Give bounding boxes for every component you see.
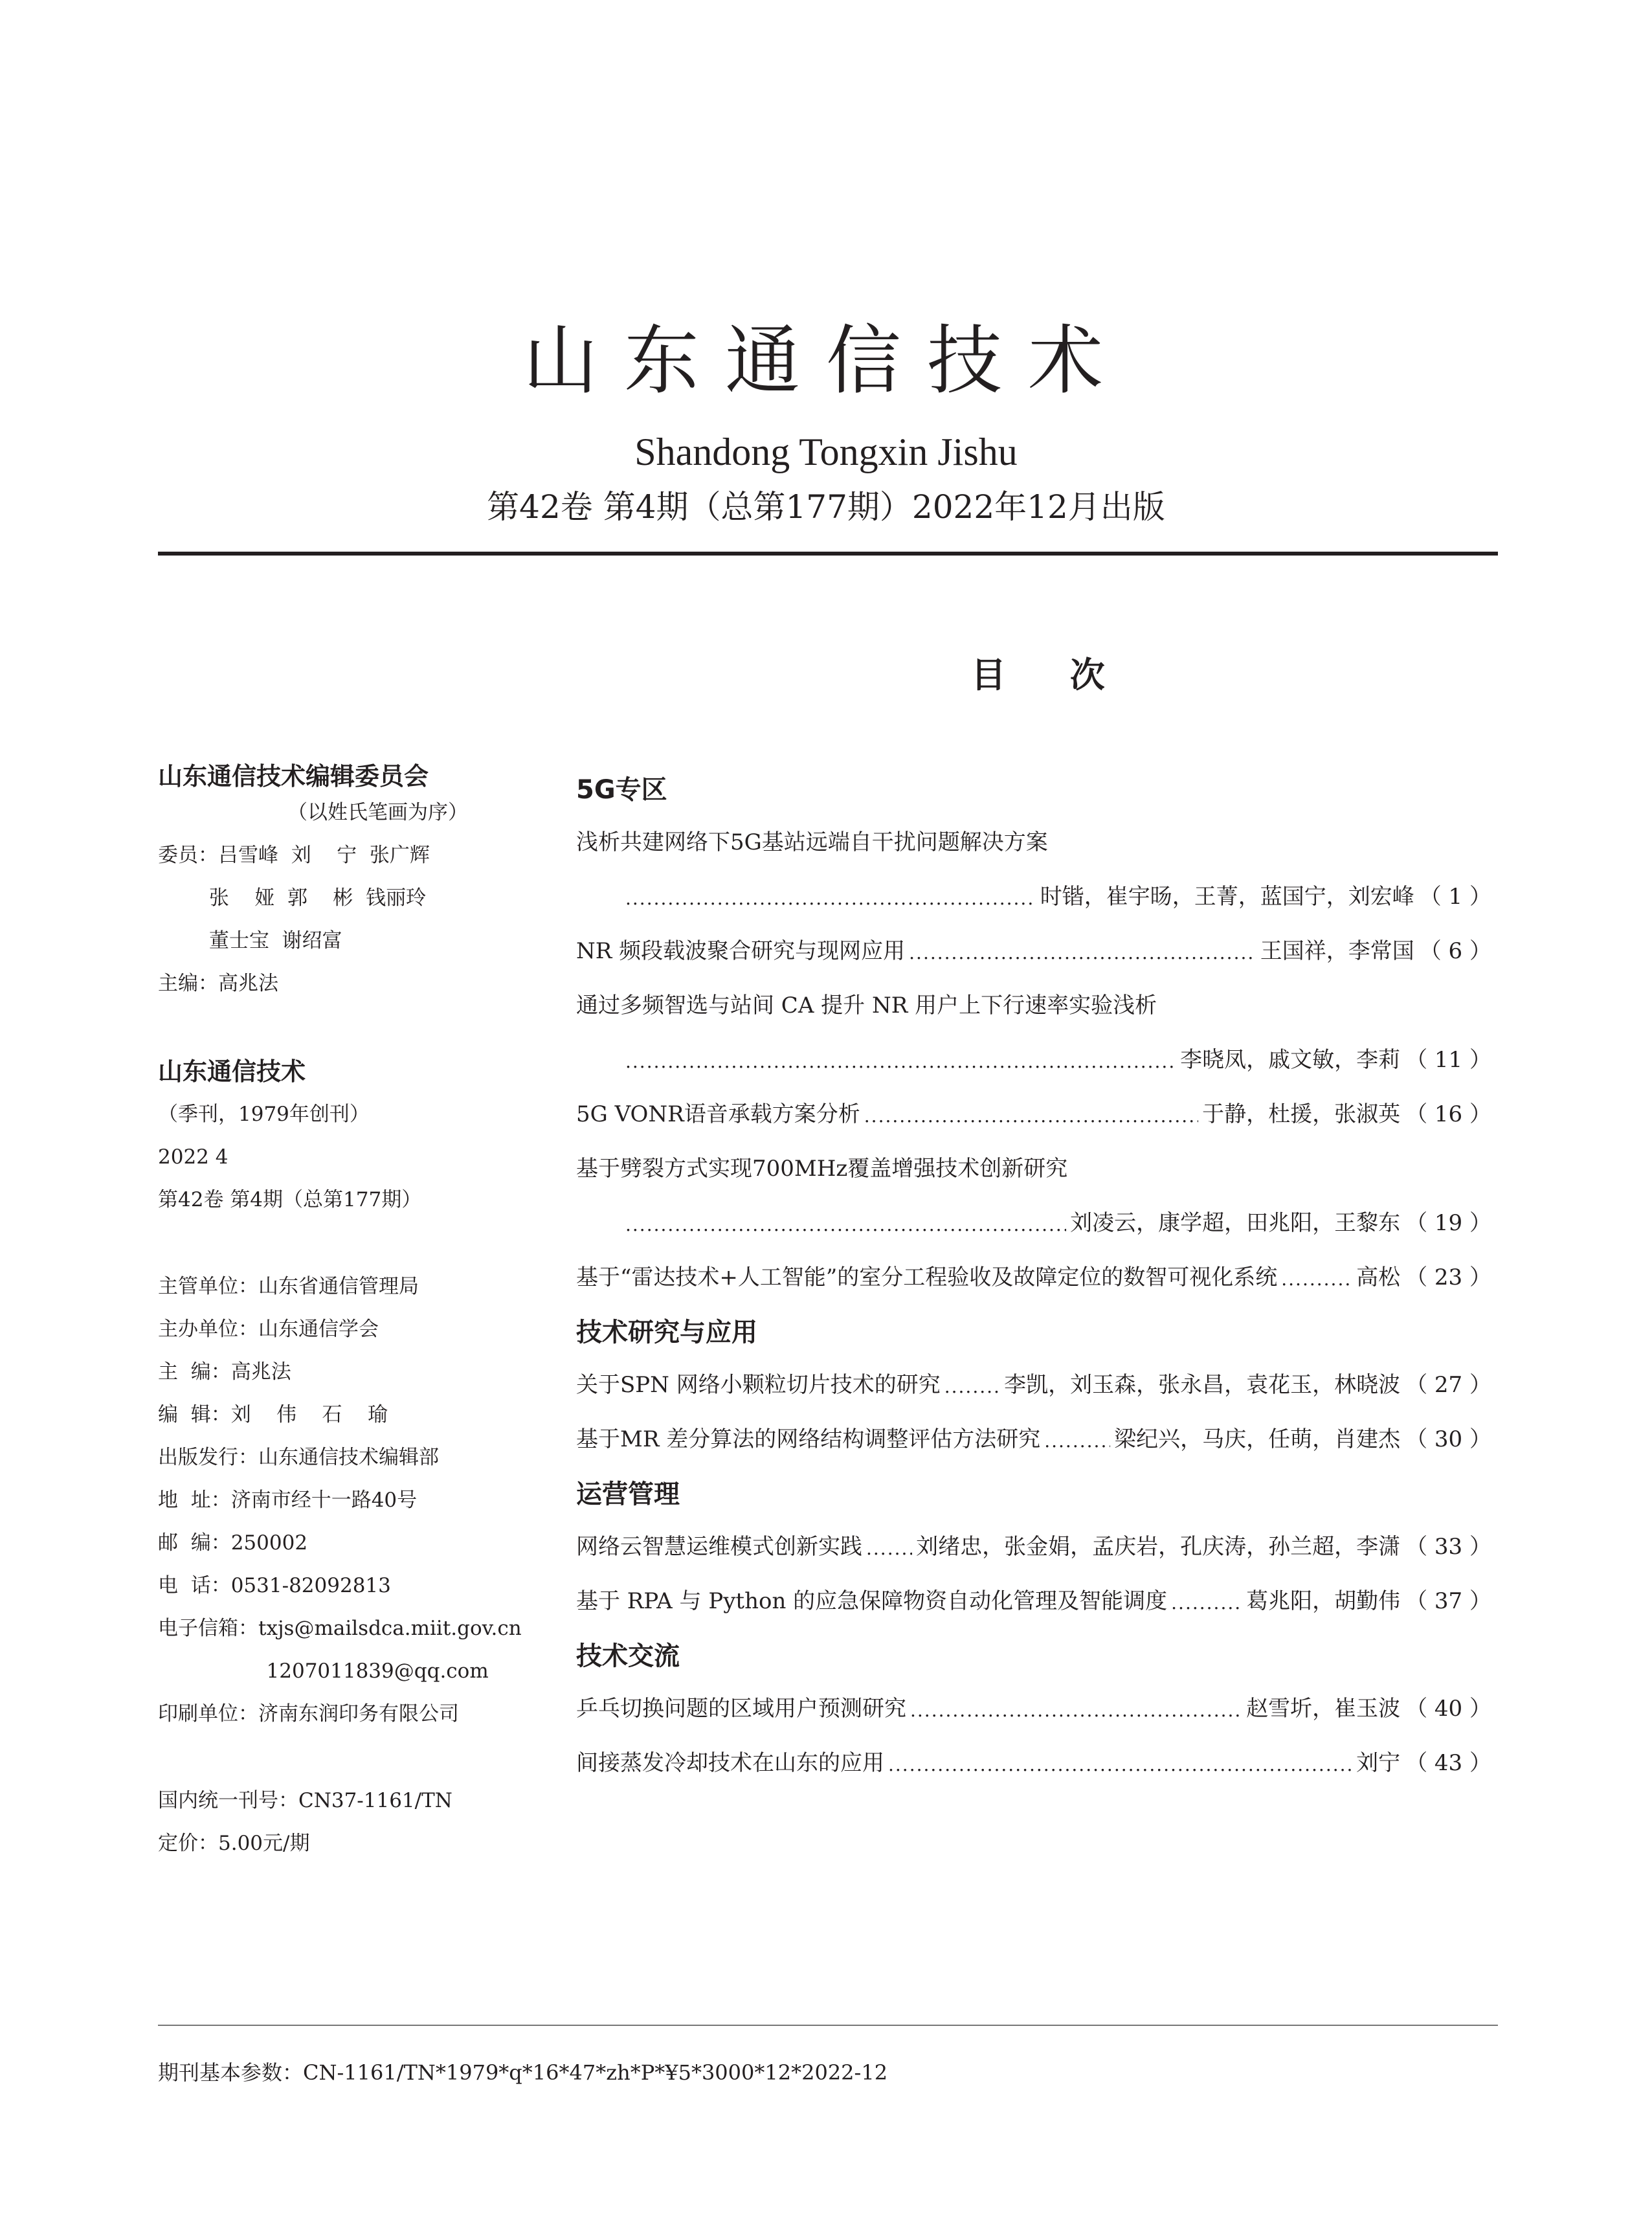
toc-entry-authors: 刘凌云，康学超，田兆阳，王黎东 [1070,1210,1401,1236]
journal-title: 山东通信技术 [523,317,1129,405]
toc-entry-title: 5G VONR语音承载方案分析 [576,1101,860,1127]
journal-year: 2022 4 [158,1145,229,1169]
price-line: 定价：5.00元/期 [158,1832,310,1855]
toc-entry-title: NR 频段载波聚合研究与现网应用 [576,938,906,964]
toc-entry-authors: 赵雪圻，崔玉波 [1246,1696,1401,1722]
toc-entry-page: （ 33 ） [1405,1534,1491,1560]
toc-entry-authors: 时锴，崔宇旸，王菁，蓝国宁，刘宏峰 [1040,884,1414,910]
toc-entry-authors: 刘绪忠，张金娟，孟庆岩，孔庆涛，孙兰超，李潇 [916,1534,1401,1560]
toc-entry-title: 基于 RPA 与 Python 的应急保障物资自动化管理及智能调度 [576,1588,1168,1614]
toc-entry-page: （ 19 ） [1405,1210,1491,1236]
committee-members-line: 董士宝 谢绍富 [158,929,342,952]
toc-section-heading: 技术交流 [576,1641,680,1671]
info-line: 印刷单位：济南东润印务有限公司 [158,1702,459,1726]
info-line: 邮 编：250002 [158,1531,308,1555]
toc-entry [576,940,1491,962]
toc-entry-title: 通过多频智选与站间 CA 提升 NR 用户上下行速率实验浅析 [576,993,1157,1018]
toc-entry-authors: 刘宁 [1356,1750,1401,1776]
leader-dots [910,1702,1242,1720]
info-line: 出版发行：山东通信技术编辑部 [158,1446,439,1469]
leader-dots [1171,1594,1242,1612]
info-line: 1207011839@qq.com [158,1659,489,1683]
toc-entry [576,1752,1491,1774]
toc-entry [576,1590,1491,1612]
toc-entry-authors: 李凯，刘玉森，张永昌，袁花玉，林晓波 [1004,1372,1401,1398]
leader-dots [625,1053,1176,1071]
leader-dots [1044,1432,1110,1450]
journal-parameters-footer: 期刊基本参数：CN-1161/TN*1979*q*16*47*zh*P*¥5*3000*12*2022-12 [158,2060,888,2085]
toc-section-heading: 技术研究与应用 [576,1318,757,1347]
toc-section-heading: 运营管理 [576,1479,680,1509]
leader-dots [625,1216,1066,1234]
toc-entry-authors: 王国祥，李常国 [1260,938,1414,964]
toc-entry [576,1374,1491,1396]
info-line: 主管单位：山东省通信管理局 [158,1275,419,1298]
toc-entry-title: 基于“雷达技术+人工智能”的室分工程验收及故障定位的数智可视化系统 [576,1265,1278,1290]
toc-entry [576,1049,1491,1071]
toc-entry-title: 基于MR 差分算法的网络结构调整评估方法研究 [576,1426,1041,1452]
toc-entry-authors: 高松 [1356,1265,1401,1290]
info-line: 地 址：济南市经十一路40号 [158,1489,418,1512]
journal-issue: 第42卷 第4期（总第177期） [158,1188,422,1211]
toc-entry [576,1698,1491,1720]
committee-chief-editor: 主编：高兆法 [158,972,278,995]
toc-entry-page: （ 30 ） [1405,1426,1491,1452]
toc-entry-page: （ 11 ） [1405,1047,1491,1073]
issn-line: 国内统一刊号：CN37-1161/TN [158,1789,452,1812]
toc-entry-page: （ 43 ） [1405,1750,1491,1776]
toc-entry-title: 乒乓切换问题的区域用户预测研究 [576,1696,906,1722]
toc-entry-page: （ 16 ） [1405,1101,1491,1127]
committee-members-line: 委员：吕雪峰 刘 宁 张广辉 [158,844,430,867]
toc-entry-page: （ 40 ） [1405,1696,1491,1722]
toc-entry-page: （ 27 ） [1405,1372,1491,1398]
info-line: 编 辑：刘 伟 石 瑜 [158,1403,388,1426]
toc-entry [576,886,1491,908]
leader-dots [864,1107,1198,1125]
toc-entry-page: （ 23 ） [1405,1265,1491,1290]
toc-entry-authors: 梁纪兴，马庆，任萌，肖建杰 [1114,1426,1401,1452]
toc-entry [576,1103,1491,1125]
top-divider [158,552,1498,556]
toc-entry-title: 关于SPN 网络小颗粒切片技术的研究 [576,1372,941,1398]
bottom-divider [158,2025,1498,2026]
info-line: 电子信箱：txjs@mailsdca.miit.gov.cn [158,1617,522,1640]
toc-heading: 目 次 [971,655,1131,695]
issue-info: 第42卷 第4期（总第177期）2022年12月出版 [487,488,1165,526]
journal-frequency: （季刊，1979年创刊） [158,1103,370,1126]
committee-note: （以姓氏笔画为序） [287,801,468,824]
toc-entry [576,1428,1491,1450]
journal-name: 山东通信技术 [158,1057,306,1086]
toc-entry-page: （ 1 ） [1419,884,1491,910]
toc-entry [576,1536,1491,1558]
toc-entry [576,1212,1491,1234]
toc-entry-title: 浅析共建网络下5G基站远端自干扰问题解决方案 [576,829,1048,855]
toc-entry-authors: 李晓凤，戚文敏，李莉 [1180,1047,1401,1073]
toc-entry [576,1266,1491,1288]
toc-entry-page: （ 6 ） [1419,938,1491,964]
toc-section-heading: 5G专区 [576,775,667,805]
toc-entry-page: （ 37 ） [1405,1588,1491,1614]
info-line: 主 编：高兆法 [158,1360,291,1384]
leader-dots [888,1756,1352,1774]
toc-entry-title: 网络云智慧运维模式创新实践 [576,1534,862,1560]
committee-members-line: 张 娅 郭 彬 钱丽玲 [158,886,427,910]
committee-title: 山东通信技术编辑委员会 [158,762,429,791]
toc-entry-authors: 于静，杜援，张淑英 [1202,1101,1401,1127]
info-line: 主办单位：山东通信学会 [158,1318,379,1341]
leader-dots [944,1378,1000,1396]
info-line: 电 话：0531-82092813 [158,1574,391,1597]
leader-dots [909,944,1256,962]
toc-entry-title: 基于劈裂方式实现700MHz覆盖增强技术创新研究 [576,1156,1068,1182]
leader-dots [625,890,1036,908]
leader-dots [866,1540,912,1558]
journal-subtitle-pinyin: Shandong Tongxin Jishu [634,431,1018,473]
left-sidebar [158,762,522,1855]
toc-entry-title: 间接蒸发冷却技术在山东的应用 [576,1750,884,1776]
toc-entry-authors: 葛兆阳，胡勤伟 [1246,1588,1401,1614]
leader-dots [1281,1270,1352,1288]
